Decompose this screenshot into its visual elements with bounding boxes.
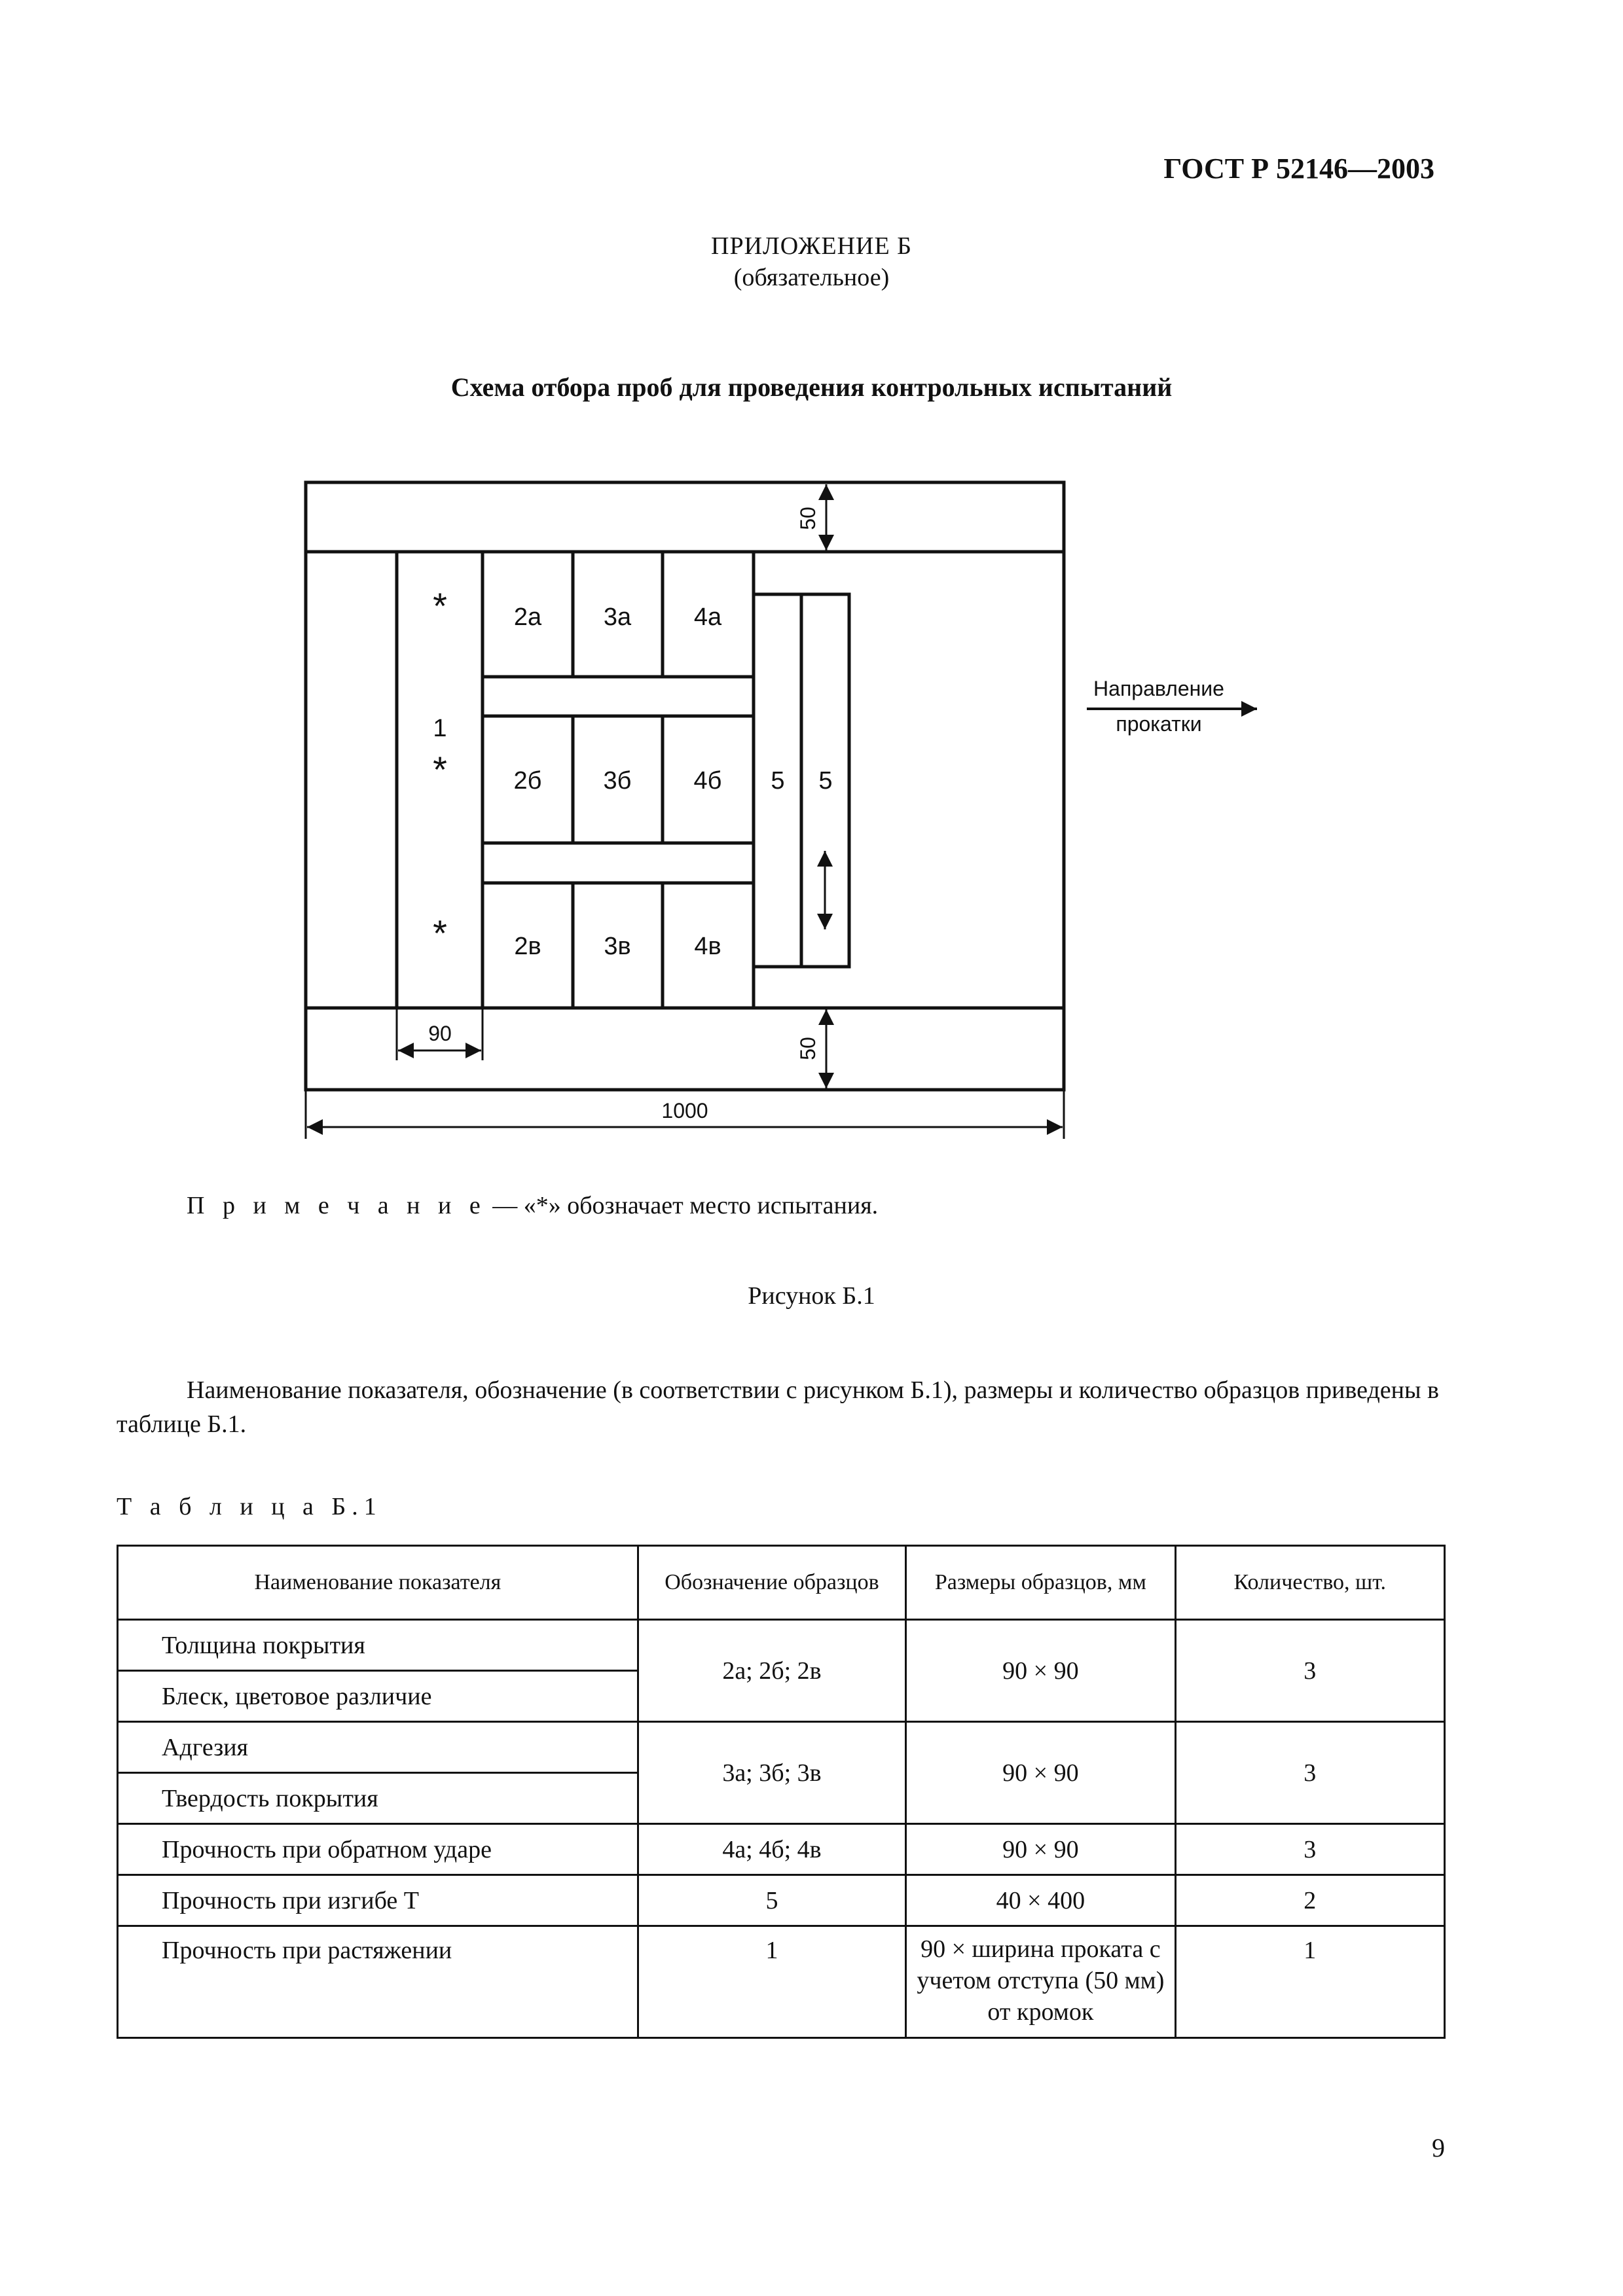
cell-2v-label: 2в <box>514 933 541 960</box>
star-top: * <box>433 585 447 626</box>
figure-note <box>187 1191 878 1220</box>
row-name: Твердость покрытия <box>118 1773 638 1824</box>
row-samples: 3а; 3б; 3в <box>638 1722 905 1824</box>
row-name: Адгезия <box>118 1722 638 1773</box>
row-qty: 3 <box>1175 1620 1444 1722</box>
row-name: Толщина покрытия <box>118 1620 638 1671</box>
table-row <box>118 1875 1445 1926</box>
page-number: 9 <box>1432 2133 1445 2162</box>
strip-5b-label: 5 <box>818 767 833 795</box>
row-name: Прочность при изгибе Т <box>118 1875 638 1926</box>
figure-caption: Рисунок Б.1 <box>748 1282 875 1310</box>
table-row <box>118 1620 1445 1671</box>
table-row <box>118 1722 1445 1773</box>
document-code: ГОСТ Р 52146—2003 <box>1163 152 1434 185</box>
table-row <box>118 1824 1445 1875</box>
row-size: 90 × 90 <box>906 1620 1175 1722</box>
row-qty: 2 <box>1175 1875 1444 1926</box>
star-bottom: * <box>433 912 447 954</box>
cell-4v-label: 4в <box>694 933 721 960</box>
body-paragraph: Наименование показателя, обозначение (в соответствии с рисунком Б.1), размеры и количество образцов приведены в таблице Б.1. <box>117 1376 1439 1438</box>
annex-title: ПРИЛОЖЕНИЕ Б <box>711 232 912 260</box>
strip-5a-label: 5 <box>771 767 785 795</box>
sample-1-label: 1 <box>433 715 447 742</box>
cell-4a-label: 4а <box>693 603 722 631</box>
dim-1000-label: 1000 <box>661 1099 708 1122</box>
header-samples: Обозначение образцов <box>638 1546 905 1620</box>
cell-3a-label: 3а <box>603 603 632 631</box>
row-name: Блеск, цветовое различие <box>118 1671 638 1722</box>
row-name: Прочность при обратном ударе <box>118 1824 638 1875</box>
samples-table <box>117 1545 1446 2039</box>
table-row <box>118 1926 1445 2038</box>
row-samples: 4а; 4б; 4в <box>638 1824 905 1875</box>
row-name: Прочность при растяжении <box>118 1926 638 2038</box>
cell-2b-label: 2б <box>513 767 542 795</box>
cell-2a-label: 2а <box>513 603 542 631</box>
sheet-outline <box>306 482 1064 1090</box>
row-samples: 1 <box>638 1926 905 2038</box>
header-qty: Количество, шт. <box>1175 1546 1444 1620</box>
row-size: 90 × 90 <box>906 1824 1175 1875</box>
row-size: 40 × 400 <box>906 1875 1175 1926</box>
row-samples: 5 <box>638 1875 905 1926</box>
dim-top-label: 50 <box>796 507 820 530</box>
cell-3b-label: 3б <box>603 767 632 795</box>
table-label: Т а б л и ц а Б.1 <box>117 1493 382 1520</box>
direction-label-1: Направление <box>1093 677 1224 700</box>
dim-bottom-label: 50 <box>796 1037 820 1060</box>
dim-90-label: 90 <box>428 1022 452 1045</box>
note-text: — «*» обозначает место испытания. <box>486 1192 879 1219</box>
annex-subtitle: (обязательное) <box>733 264 890 291</box>
cell-4b-label: 4б <box>693 767 722 795</box>
row-qty: 1 <box>1175 1926 1444 2038</box>
table-header-row <box>118 1546 1445 1620</box>
gap-row-2 <box>483 843 754 883</box>
scheme-title: Схема отбора проб для проведения контрольных испытаний <box>450 372 1173 402</box>
header-name: Наименование показателя <box>118 1546 638 1620</box>
direction-label-2: прокатки <box>1116 712 1202 736</box>
note-label: П р и м е ч а н и е <box>187 1192 486 1219</box>
row-size: 90 × 90 <box>906 1722 1175 1824</box>
header-size: Размеры образцов, мм <box>906 1546 1175 1620</box>
gap-row-1 <box>483 677 754 716</box>
row-size-text: 90 × ширина проката с учетом отступа (50 мм) от кромок <box>917 1935 1165 2026</box>
star-middle: * <box>433 749 447 790</box>
row-samples: 2а; 2б; 2в <box>638 1620 905 1722</box>
row-qty: 3 <box>1175 1824 1444 1875</box>
cell-3v-label: 3в <box>604 933 631 960</box>
row-size <box>906 1926 1175 2038</box>
row-qty: 3 <box>1175 1722 1444 1824</box>
